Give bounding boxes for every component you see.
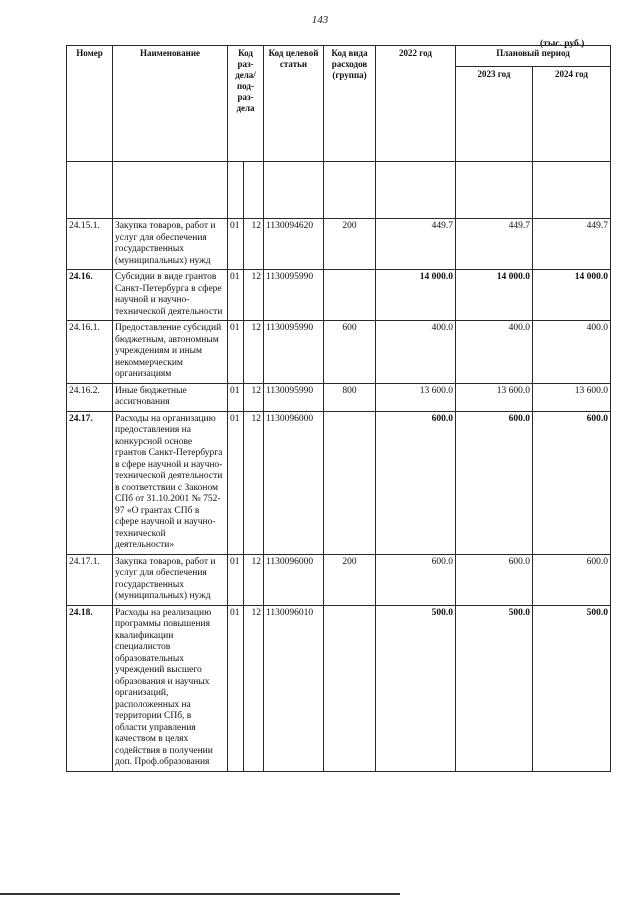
- table-row: [67, 605, 611, 771]
- header-number: Номер: [67, 46, 113, 162]
- scan-bottom-rule: [0, 893, 400, 895]
- header-name: Наименование: [113, 46, 228, 162]
- row-name: Субсидии в виде грантов Санкт-Петербурга в сфере научной и научно-технической деятельности: [113, 270, 228, 321]
- row-section: 01: [228, 321, 244, 384]
- row-amount-2023: 600.0: [456, 411, 533, 554]
- row-amount-2024: 400.0: [533, 321, 611, 384]
- row-amount-2023: 14 000.0: [456, 270, 533, 321]
- row-amount-2022: 14 000.0: [376, 270, 456, 321]
- row-amount-2024: 449.7: [533, 219, 611, 270]
- row-target: 1130095990: [264, 383, 324, 411]
- row-name: Расходы на организацию предоставления на конкурсной основе грантов Санкт-Петербурга в сфере научной и научно-технической деятельности в соответствии с Законом СПб от 31.10.2001 № 752-97 «О грантах СПб в сфере научной и научно-технической деятельности»: [113, 411, 228, 554]
- row-amount-2023: 400.0: [456, 321, 533, 384]
- row-target: 1130096000: [264, 411, 324, 554]
- row-subsection: 12: [244, 270, 264, 321]
- row-group: [324, 605, 376, 771]
- row-target: 1130095990: [264, 270, 324, 321]
- table-row: [67, 411, 611, 554]
- row-amount-2024: 600.0: [533, 554, 611, 605]
- row-target: 1130095990: [264, 321, 324, 384]
- row-number: 24.16.2.: [67, 383, 113, 411]
- budget-table: [66, 45, 611, 772]
- row-name: Закупка товаров, работ и услуг для обеспечения государственных (муниципальных) нужд: [113, 219, 228, 270]
- row-name: Закупка товаров, работ и услуг для обеспечения государственных (муниципальных) нужд: [113, 554, 228, 605]
- row-amount-2022: 500.0: [376, 605, 456, 771]
- spacer-row: [67, 162, 611, 219]
- row-amount-2022: 600.0: [376, 554, 456, 605]
- table-row: [67, 321, 611, 384]
- row-group: [324, 270, 376, 321]
- row-amount-2024: 500.0: [533, 605, 611, 771]
- row-group: [324, 411, 376, 554]
- row-subsection: 12: [244, 383, 264, 411]
- header-target-code: Код целевой статьи: [264, 46, 324, 162]
- header-year-2024: 2024 год: [533, 67, 611, 162]
- row-amount-2022: 13 600.0: [376, 383, 456, 411]
- row-group: 600: [324, 321, 376, 384]
- row-number: 24.16.1.: [67, 321, 113, 384]
- row-amount-2023: 500.0: [456, 605, 533, 771]
- row-subsection: 12: [244, 321, 264, 384]
- row-amount-2022: 600.0: [376, 411, 456, 554]
- row-amount-2023: 13 600.0: [456, 383, 533, 411]
- row-subsection: 12: [244, 605, 264, 771]
- page-number: 143: [311, 14, 329, 26]
- header-year-2023: 2023 год: [456, 67, 533, 162]
- row-amount-2024: 13 600.0: [533, 383, 611, 411]
- header-section-code: Код раз-дела/ под-раз-дела: [228, 46, 264, 162]
- row-number: 24.16.: [67, 270, 113, 321]
- row-number: 24.18.: [67, 605, 113, 771]
- header-year-2022: 2022 год: [376, 46, 456, 162]
- table-row: [67, 383, 611, 411]
- row-amount-2022: 400.0: [376, 321, 456, 384]
- row-amount-2024: 14 000.0: [533, 270, 611, 321]
- row-section: 01: [228, 605, 244, 771]
- row-subsection: 12: [244, 411, 264, 554]
- table-row: [67, 270, 611, 321]
- header-row: [67, 46, 611, 67]
- row-group: 200: [324, 554, 376, 605]
- table-row: [67, 554, 611, 605]
- row-number: 24.15.1.: [67, 219, 113, 270]
- table-row: [67, 219, 611, 270]
- units-label: (тыс. руб.): [540, 39, 585, 49]
- row-amount-2023: 600.0: [456, 554, 533, 605]
- row-section: 01: [228, 270, 244, 321]
- row-subsection: 12: [244, 219, 264, 270]
- row-target: 1130094620: [264, 219, 324, 270]
- row-target: 1130096000: [264, 554, 324, 605]
- row-name: Иные бюджетные ассигнования: [113, 383, 228, 411]
- row-subsection: 12: [244, 554, 264, 605]
- header-planning-period: Плановый период: [456, 46, 611, 67]
- row-name: Расходы на реализацию программы повышения квалификации специалистов образовательных учреждений высшего образования и научных организаций, расположенных на территории СПб, в области управления качеством в целях содействия в получении доп. Проф.образования: [113, 605, 228, 771]
- row-section: 01: [228, 554, 244, 605]
- row-section: 01: [228, 219, 244, 270]
- header-expense-type-code: Код вида расходов (группа): [324, 46, 376, 162]
- row-group: 800: [324, 383, 376, 411]
- row-number: 24.17.: [67, 411, 113, 554]
- row-name: Предоставление субсидий бюджетным, автономным учреждениям и иным некоммерческим организациям: [113, 321, 228, 384]
- row-group: 200: [324, 219, 376, 270]
- row-target: 1130096010: [264, 605, 324, 771]
- row-amount-2023: 449.7: [456, 219, 533, 270]
- row-section: 01: [228, 383, 244, 411]
- row-section: 01: [228, 411, 244, 554]
- row-amount-2024: 600.0: [533, 411, 611, 554]
- row-amount-2022: 449.7: [376, 219, 456, 270]
- row-number: 24.17.1.: [67, 554, 113, 605]
